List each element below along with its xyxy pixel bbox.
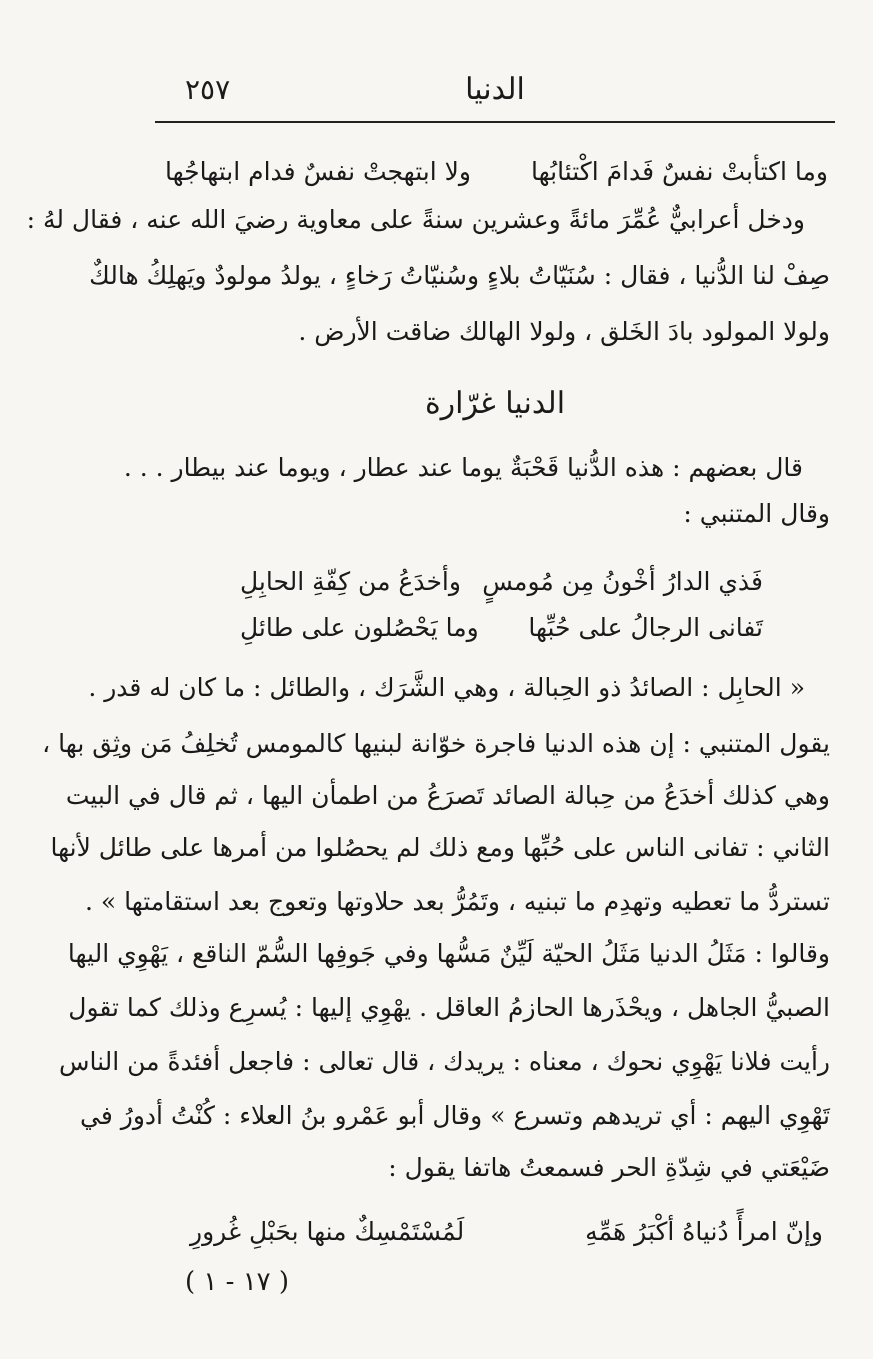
verse2-line2-left: وما يَحْصُلون على طائلِ <box>240 613 479 642</box>
verse1-left-hemistich: ولا ابتهجتْ نفسٌ فدام ابتهاجُها <box>165 157 471 186</box>
verse2-line1-right: فَذي الدارُ أخْونُ مِن مُومسٍ <box>482 567 763 596</box>
verse2-line2-right: تَفانى الرجالُ على حُبِّها <box>528 613 763 642</box>
verse3-right-hemistich: وإنّ امرأً دُنياهُ أكْبَرُ هَمِّهِ <box>585 1217 823 1246</box>
paragraph-line: ضَيْعَتي في شِدّةِ الحر فسمعتُ هاتفا يقول : <box>388 1153 830 1182</box>
section-title: الدنيا غرّارة <box>424 386 566 421</box>
page-header <box>155 70 835 120</box>
paragraph-line: وقالوا : مَثَلُ الدنيا مَثَلُ الحيّة لَيِّنٌ مَسُّها وفي جَوفِها السُّمّ الناقع ، يَهْوِي اليها <box>67 939 830 968</box>
header-rule <box>155 121 835 123</box>
verse1-right-hemistich: وما اكتأبتْ نفسٌ فَدامَ اكْتئابُها <box>530 157 828 186</box>
paragraph-line: الصبيُّ الجاهل ، ويحْذَرها الحازمُ العاقل . يهْوِي إليها : يُسرِع وذلك كما تقول <box>68 993 830 1022</box>
signature-mark: ( ١٧ - ١ ) <box>185 1267 290 1297</box>
verse2-line1-left: وأخدَعُ من كِفّةِ الحابِلِ <box>240 567 461 596</box>
paragraph-line: وهي كذلك أخدَعُ من حِبالة الصائد تَصرَعُ من اطمأن اليها ، ثم قال في البيت <box>65 781 830 810</box>
paragraph-line: قال بعضهم : هذه الدُّنيا قَحْبَةٌ يوما عند عطار ، ويوما عند بيطار . . . <box>123 453 803 482</box>
paragraph-line: وقال المتنبي : <box>683 499 830 528</box>
running-title: الدنيا <box>465 72 525 107</box>
paragraph-line: تستردُّ ما تعطيه وتهدِم ما تبنيه ، وتَمُرُّ بعد حلاوتها وتعوج بعد استقامتها » . <box>85 887 830 916</box>
paragraph-line: صِفْ لنا الدُّنيا ، فقال : سُنَيّاتُ بلاءٍ وسُنيّاتُ رَخاءٍ ، يولدُ مولودٌ ويَهلِكُ هالكٌ <box>89 261 830 290</box>
paragraph-line: تَهْوِي اليهم : أي تريدهم وتسرع » وقال أبو عَمْرو بنُ العلاء : كُنْتُ أدورُ في <box>80 1101 830 1130</box>
page-number: ٢٥٧ <box>185 73 231 106</box>
paragraph-line: ولولا المولود بادَ الخَلق ، ولولا الهالك ضاقت الأرض . <box>298 317 830 346</box>
paragraph-line: يقول المتنبي : إن هذه الدنيا فاجرة خوّانة لبنيها كالمومس تُخلِفُ مَن وثِق بها ، <box>42 729 830 758</box>
paragraph-line: ودخل أعرابيٌّ عُمِّرَ مائةً وعشرين سنةً على معاوية رضيَ الله عنه ، فقال لهُ : <box>26 205 805 234</box>
paragraph-line: الثاني : تفانى الناس على حُبِّها ومع ذلك لم يحصُلوا من أمرها على طائل لأنها <box>50 833 830 862</box>
verse3-left-hemistich: لَمُسْتَمْسِكٌ منها بحَبْلِ غُرورِ <box>190 1217 465 1246</box>
paragraph-line: « الحابِل : الصائدُ ذو الحِبالة ، وهي الشَّرَك ، والطائل : ما كان له قدر . <box>88 673 805 702</box>
paragraph-line: رأيت فلانا يَهْوِي نحوك ، معناه : يريدك ، قال تعالى : فاجعل أفئدةً من الناس <box>58 1047 830 1076</box>
